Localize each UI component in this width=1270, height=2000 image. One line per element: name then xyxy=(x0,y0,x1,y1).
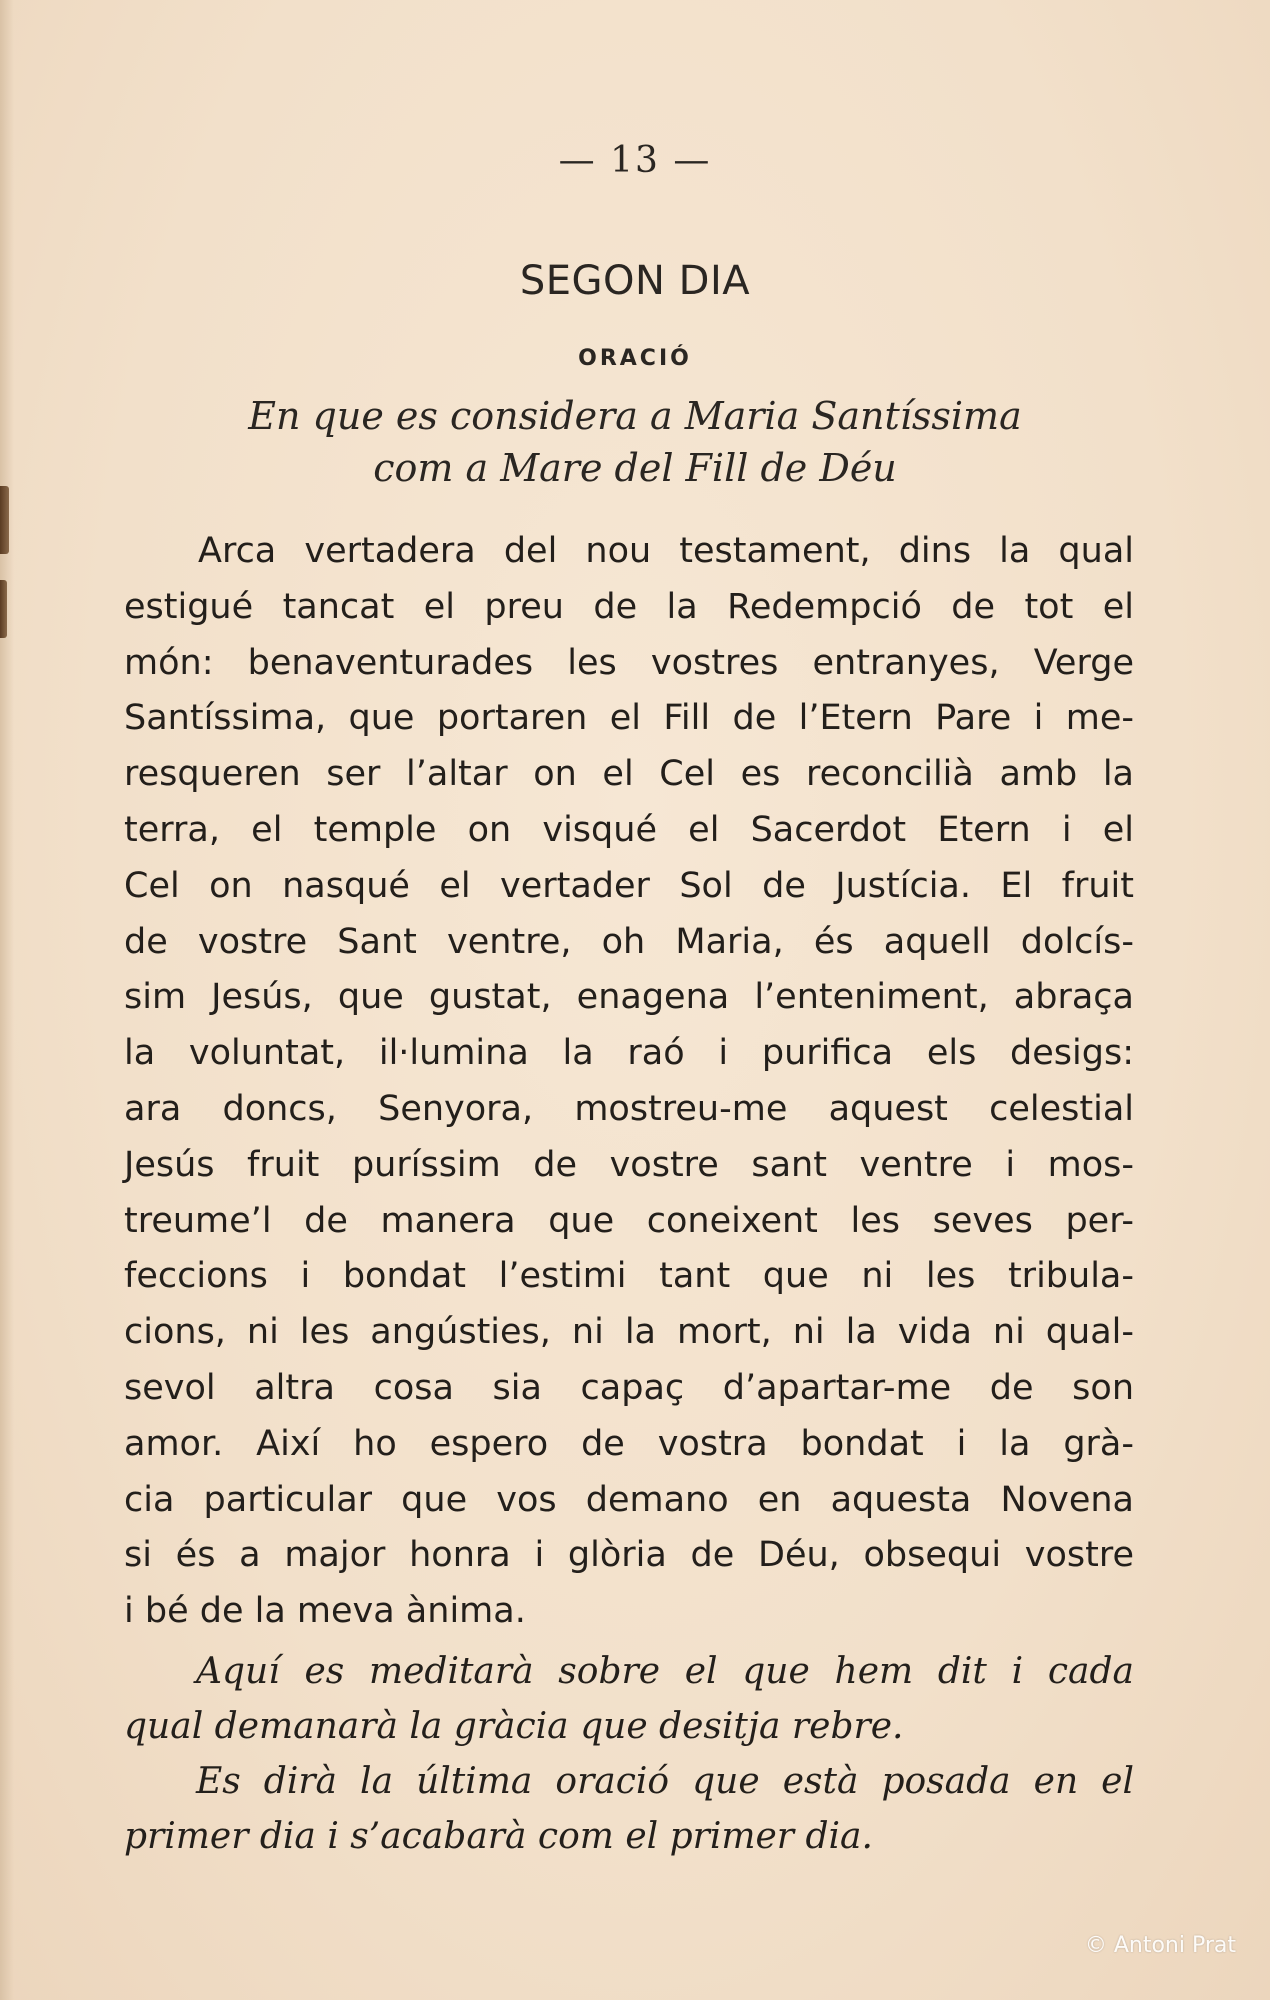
body-line: món: benaventurades les vostres entranyes, Verge xyxy=(124,642,1134,683)
section-label: ORACIÓ xyxy=(578,346,692,371)
page-heading: SEGON DIA xyxy=(519,258,751,304)
body-line: Arca vertadera del nou testament, dins la qual xyxy=(198,531,1134,571)
body-line: estigué tancat el preu de la Redempció de tot el xyxy=(124,586,1134,627)
body-line: de vostre Sant ventre, oh Maria, és aquell dolcís- xyxy=(124,921,1134,962)
body-line: cia particular que vos demano en aquesta Novena xyxy=(124,1479,1134,1520)
body-line: amor. Així ho espero de vostra bondat i la grà- xyxy=(124,1423,1134,1464)
body-line: Santíssima, que portaren el Fill de l’Etern Pare i me- xyxy=(124,698,1134,739)
binding-staple xyxy=(0,580,7,638)
subtitle-line: com a Mare del Fill de Déu xyxy=(373,446,897,490)
prayer-subtitle xyxy=(0,390,1270,494)
instruction-line: primer dia i s’acabarà com el primer dia. xyxy=(124,1816,873,1857)
body-line: resqueren ser l’altar on el Cel es reconcilià amb la xyxy=(124,754,1134,795)
body-line: treume’l de manera que coneixent les seves per- xyxy=(124,1200,1134,1241)
subtitle-line: En que es considera a Maria Santíssima xyxy=(248,394,1022,438)
prayer-body xyxy=(124,524,1134,1640)
binding-staple xyxy=(0,486,9,554)
instruction-line: Aquí es meditarà sobre el que hem dit i cada xyxy=(196,1651,1134,1692)
body-line: sim Jesús, que gustat, enagena l’enteniment, abraça xyxy=(124,977,1134,1018)
instruction-line: qual demanarà la gràcia que desitja rebre. xyxy=(124,1706,904,1747)
body-line: sevol altra cosa sia capaç d’apartar-me de son xyxy=(124,1367,1134,1408)
body-line: la voluntat, il·lumina la raó i purifica els desigs: xyxy=(124,1033,1134,1074)
rubric-instructions xyxy=(124,1644,1134,1864)
page-number: — 13 — xyxy=(558,140,712,181)
body-line: feccions i bondat l’estimi tant que ni les tribula- xyxy=(124,1256,1134,1297)
body-line: cions, ni les angústies, ni la mort, ni la vida ni qual- xyxy=(124,1312,1134,1353)
body-line: i bé de la meva ànima. xyxy=(124,1591,526,1632)
copyright-watermark: © Antoni Prat xyxy=(1084,1933,1236,1958)
body-line: Jesús fruit puríssim de vostre sant ventre i mos- xyxy=(124,1144,1134,1185)
instruction-line: Es dirà la última oració que està posada en el xyxy=(196,1761,1134,1802)
body-line: ara doncs, Senyora, mostreu-me aquest celestial xyxy=(124,1088,1134,1129)
body-line: Cel on nasqué el vertader Sol de Justícia. El fruit xyxy=(124,865,1134,906)
body-line: si és a major honra i glòria de Déu, obsequi vostre xyxy=(124,1535,1134,1576)
body-line: terra, el temple on visqué el Sacerdot Etern i el xyxy=(124,809,1134,850)
